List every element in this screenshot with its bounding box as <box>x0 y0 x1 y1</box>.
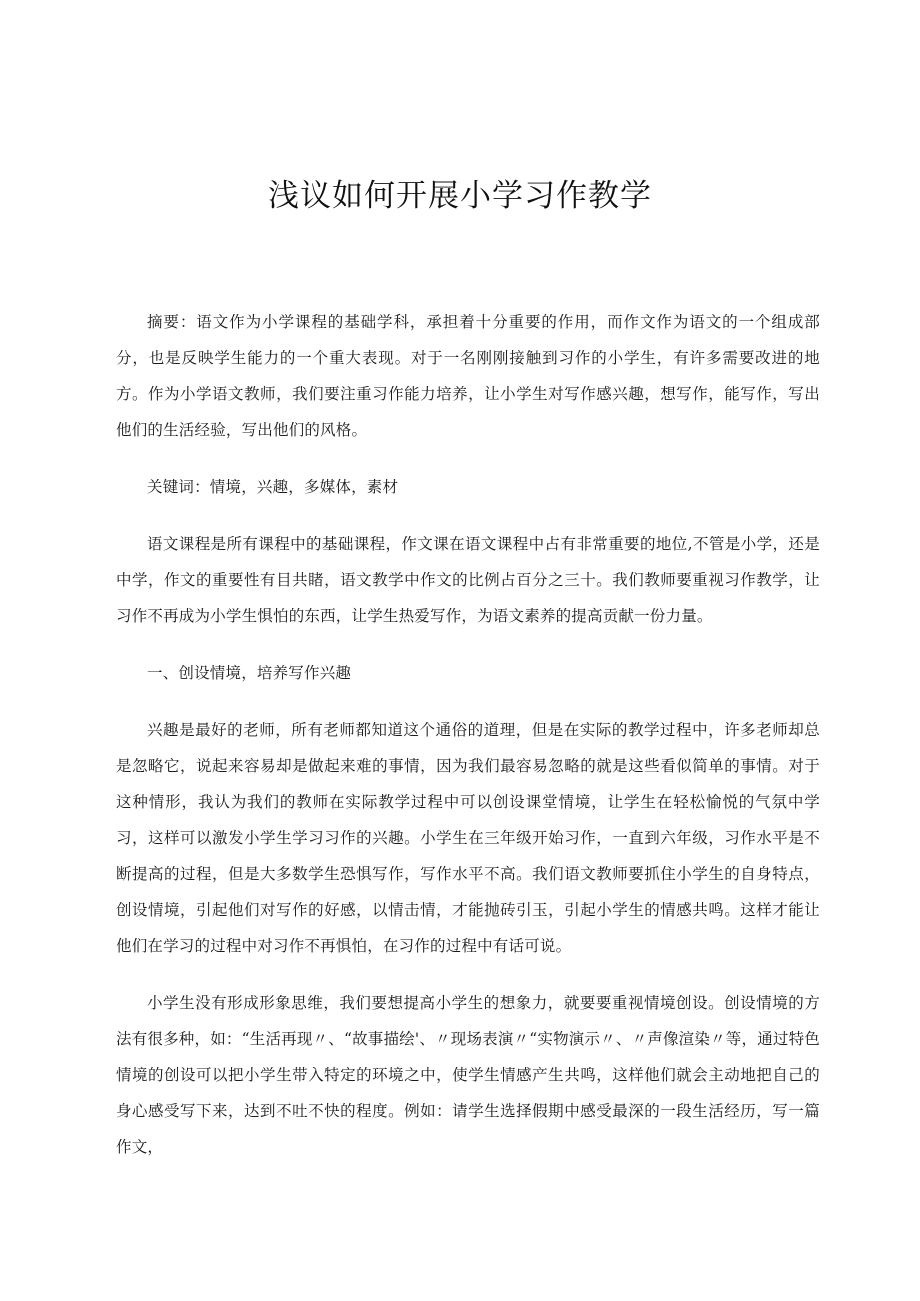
document-title: 浅议如何开展小学习作教学 <box>268 178 652 214</box>
body-paragraph: 小学生没有形成形象思维，我们要想提高小学生的想象力，就要要重视情境创设。创设情境的方法有很多种，如：“生活再现〃、“故事描绘'、〃现场表演〃“实物演示〃、〃声像渲染〃等，通过特色情境的创设可以把小学生带入特定的环境之中，使学生情感产生共鸣，这样他们就会主动地把自己的身心感受写下来，达到不吐不快的程度。例如：请学生选择假期中感受最深的一段生活经历，写一篇作文， <box>116 994 820 1156</box>
section-heading: 一、创设情境，培养写作兴趣 <box>147 664 352 682</box>
intro-paragraph: 语文课程是所有课程中的基础课程，作文课在语文课程中占有非常重要的地位,不管是小学，还是中学，作文的重要性有目共睹，语文教学中作文的比例占百分之三十。我们教师要重视习作教学，让习作不再成为小学生惧怕的东西，让学生热爱写作，为语文素养的提高贡献一份力量。 <box>116 535 820 625</box>
keywords-paragraph: 关键词：情境，兴趣，多媒体，素材 <box>147 478 399 496</box>
abstract-paragraph: 摘要：语文作为小学课程的基础学科，承担着十分重要的作用，而作文作为语文的一个组成部分，也是反映学生能力的一个重大表现。对于一名刚刚接触到习作的小学生，有许多需要改进的地方。作为小学语文教师，我们要注重习作能力培养，让小学生对写作感兴趣，想写作，能写作，写出他们的生活经验，写出他们的风格。 <box>116 313 820 439</box>
document-body <box>116 304 820 1186</box>
body-paragraph: 兴趣是最好的老师，所有老师都知道这个通俗的道理，但是在实际的教学过程中，许多老师却总是忽略它，说起来容易却是做起来难的事情，因为我们最容易忽略的就是这些看似简单的事情。对于这种情形，我认为我们的教师在实际教学过程中可以创设课堂情境，让学生在轻松愉悦的气氛中学习，这样可以激发小学生学习习作的兴趣。小学生在三年级开始习作，一直到六年级，习作水平是不断提高的过程，但是大多数学生恐惧写作，写作水平不高。我们语文教师要抓住小学生的自身特点，创设情境，引起他们对写作的好感，以情击情，才能抛砖引玉，引起小学生的情感共鸣。这样才能让他们在学习的过程中对习作不再惧怕，在习作的过程中有话可说。 <box>116 721 820 955</box>
